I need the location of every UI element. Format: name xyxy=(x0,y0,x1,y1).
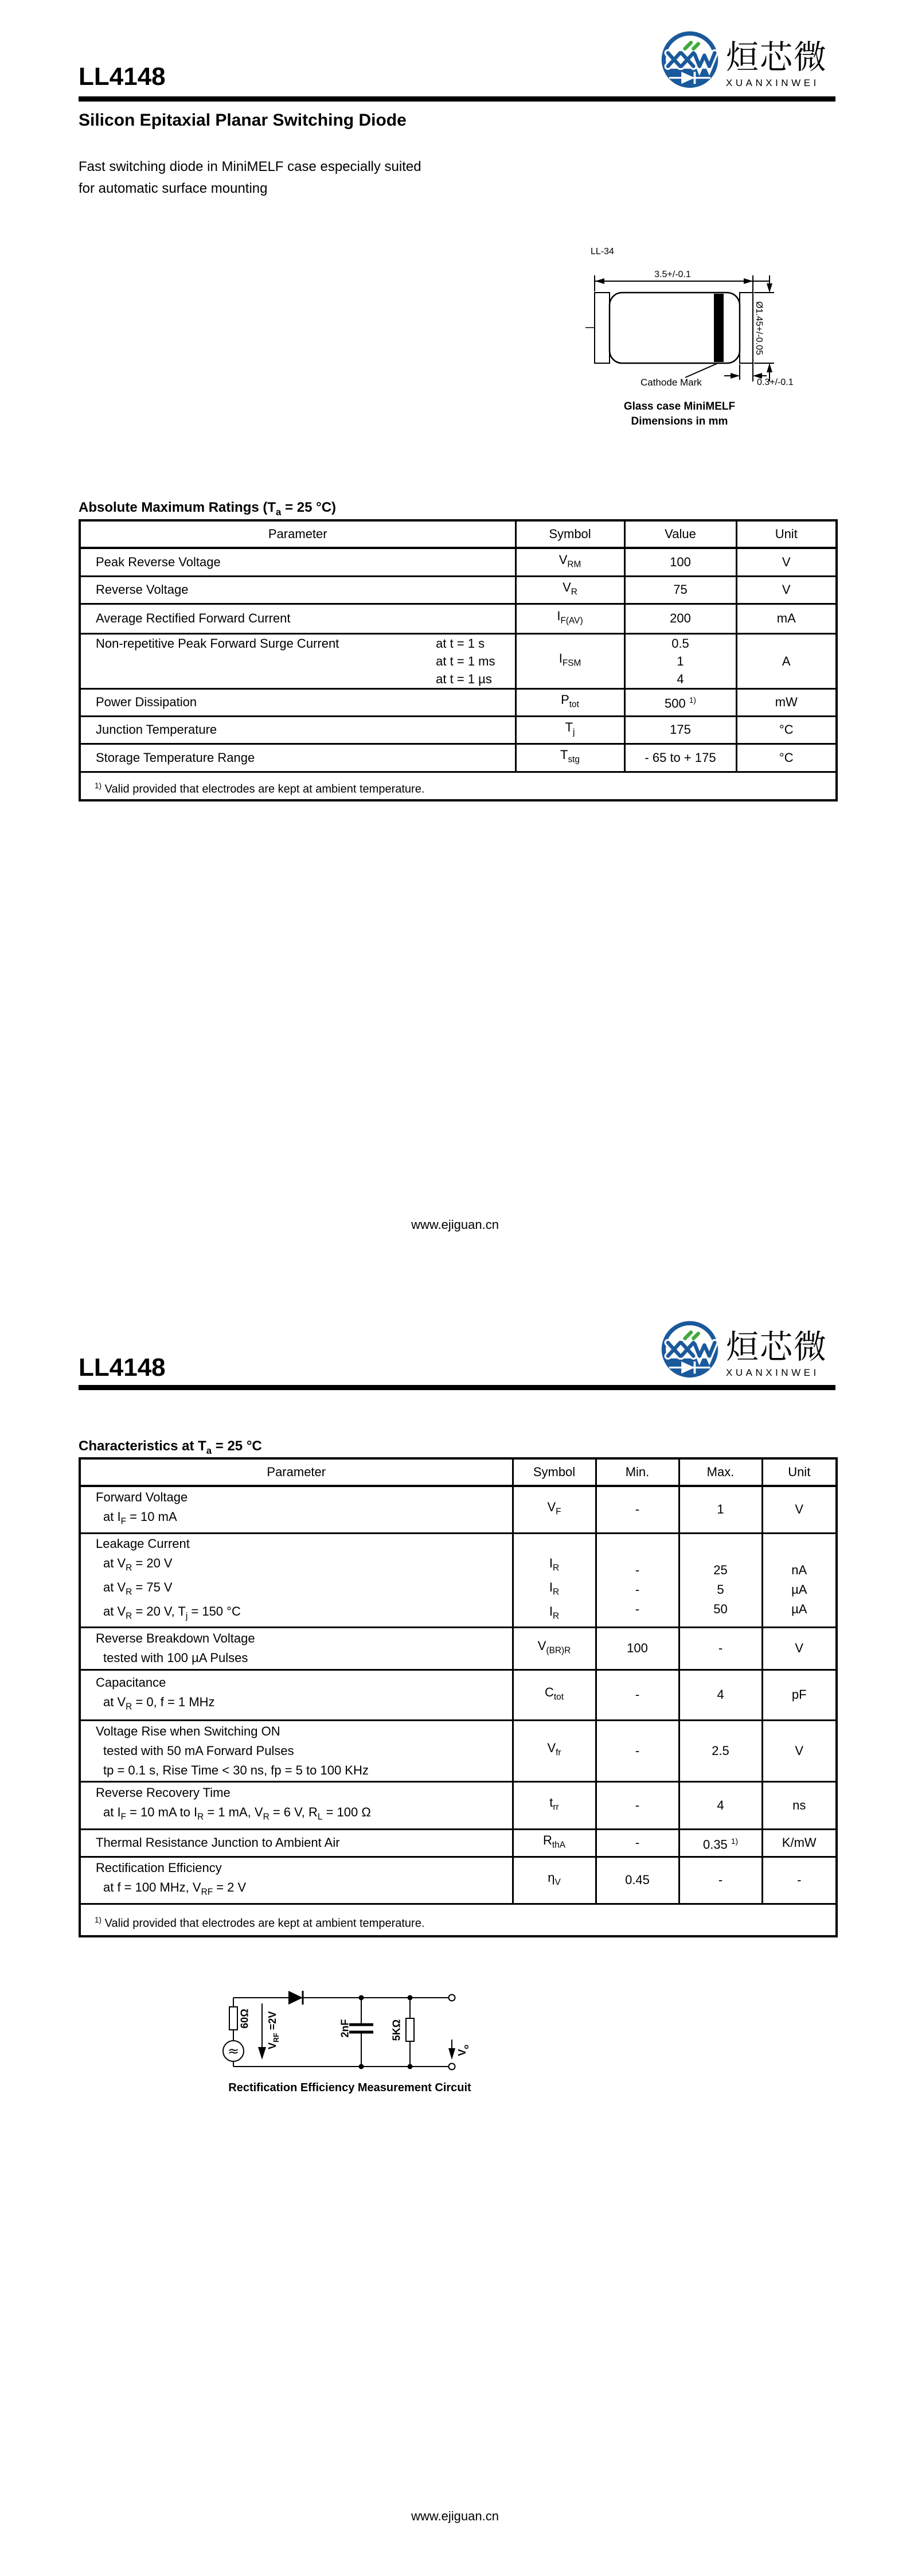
load-resistor xyxy=(406,2018,414,2041)
column-header: Parameter xyxy=(80,520,515,548)
unit-cell: V xyxy=(762,1486,837,1533)
unit-cell: V xyxy=(762,1720,837,1781)
circuit-caption: Rectification Efficiency Measurement Circuit xyxy=(228,2081,471,2094)
table-row xyxy=(80,1486,837,1533)
package-drawing xyxy=(576,247,806,436)
brand-logo xyxy=(659,1320,827,1382)
table-row xyxy=(80,576,837,604)
symbol-cell: $I_{F(AV)}$ xyxy=(515,604,624,633)
table-row xyxy=(80,548,837,576)
cap-dimension: 0.3+/-0.1 xyxy=(757,378,794,387)
symbol-cell: $V_F$ xyxy=(513,1486,596,1533)
column-header: Max. xyxy=(679,1458,762,1486)
symbol-cell: $I_{FSM}$ xyxy=(515,633,624,688)
brand-name-en: XUANXINWEI xyxy=(726,77,819,88)
symbol-cell: $P_{tot}$ xyxy=(515,688,624,716)
table-footnote-row xyxy=(80,772,837,800)
symbol-cell: $T_{stg}$ xyxy=(515,744,624,772)
symbol-cell: $V_R$ xyxy=(515,576,624,604)
parameter-cell: Reverse Recovery Time at $I_F = 10$ mA to $I_R = 1$ mA, $V_R = 6$ V, $R_L = 100$ Ω xyxy=(80,1781,513,1829)
footer-url: www.ejiguan.cn xyxy=(411,1217,499,1232)
symbol-cell: $\eta_V$ xyxy=(513,1857,596,1904)
value-cell: - 65 to + 175 xyxy=(624,744,736,772)
column-header: Parameter xyxy=(80,1458,513,1486)
source-resistor xyxy=(229,2007,237,2030)
max-cell: 2.5 xyxy=(679,1720,762,1781)
min-cell: - xyxy=(596,1829,679,1857)
cathode-leader-line xyxy=(685,363,718,378)
value-cell: 500 $^{1)}$ xyxy=(624,688,736,716)
brand-name-cn: 烜芯微 xyxy=(726,1329,827,1365)
parameter-cell: Leakage Current at $V_R = 20$ V at $V_R = 75$ V at $V_R = 20$ V, $T_j = 150$ °C xyxy=(80,1533,513,1627)
max-cell: - xyxy=(679,1857,762,1904)
ac-source-symbol: ≈ xyxy=(227,2043,240,2059)
filter-capacitor xyxy=(349,2025,373,2032)
footnote: $^{1)}$ Valid provided that electrodes are kept at ambient temperature. xyxy=(80,1904,837,1936)
min-cell: 100 xyxy=(596,1627,679,1670)
package-caption-line2: Dimensions in mm xyxy=(631,415,728,427)
unit-cell: V xyxy=(762,1627,837,1670)
parameter-cell: Reverse Breakdown Voltage tested with 100 µA Pulses xyxy=(80,1627,513,1670)
characteristics-table xyxy=(79,1457,838,1937)
table-row xyxy=(80,1533,837,1627)
logo-wordmark xyxy=(726,30,827,90)
parameter-cell: Peak Reverse Voltage xyxy=(80,548,515,576)
table-row xyxy=(80,633,837,688)
vo-arrow-head xyxy=(448,2048,455,2060)
description-line: for automatic surface mounting xyxy=(79,181,268,196)
package-caption-line1: Glass case MiniMELF xyxy=(623,400,736,413)
logo-icon xyxy=(659,30,720,92)
source-resistor-label: 60Ω xyxy=(239,2009,251,2029)
diode-under-test xyxy=(288,1991,303,2005)
left-terminal-cap xyxy=(595,293,610,363)
header-rule xyxy=(79,96,835,102)
min-cell: - xyxy=(596,1486,679,1533)
column-header: Value xyxy=(624,520,736,548)
header-rule xyxy=(79,1385,835,1390)
output-terminal-top xyxy=(449,1995,455,2001)
unit-cell: °C xyxy=(736,716,837,744)
parameter-cell: Voltage Rise when Switching ON tested with 50 mA Forward Pulses tp = 0.1 s, Rise Time < 30 ns, fp = 5 to 100 KHz xyxy=(80,1720,513,1781)
unit-cell: K/mW xyxy=(762,1829,837,1857)
min-cell: - - - xyxy=(596,1533,679,1627)
column-header: Min. xyxy=(596,1458,679,1486)
value-cell: 75 xyxy=(624,576,736,604)
max-cell: - xyxy=(679,1627,762,1670)
column-header: Symbol xyxy=(513,1458,596,1486)
brand-name-en: XUANXINWEI xyxy=(726,1367,819,1378)
description xyxy=(79,156,421,200)
unit-cell: °C xyxy=(736,744,837,772)
column-header: Symbol xyxy=(515,520,624,548)
footer-url: www.ejiguan.cn xyxy=(411,2509,499,2523)
value-cell: 200 xyxy=(624,604,736,633)
column-header: Unit xyxy=(762,1458,837,1486)
symbol-cell: $I_R$ $I_R$ $I_R$ xyxy=(513,1533,596,1627)
capacitor-label: 2nF xyxy=(339,2019,351,2038)
max-cell: 1 xyxy=(679,1486,762,1533)
symbol-cell: $R_{thA}$ xyxy=(513,1829,596,1857)
table-row xyxy=(80,1627,837,1670)
part-number: LL4148 xyxy=(79,1353,166,1382)
value-cell: 100 xyxy=(624,548,736,576)
unit-cell: - xyxy=(762,1857,837,1904)
logo-green-accent xyxy=(685,1332,698,1338)
cathode-band xyxy=(714,294,724,362)
page-2 xyxy=(0,1288,910,2576)
output-terminal-bottom xyxy=(449,2064,455,2070)
logo-wordmark xyxy=(726,1320,827,1379)
unit-cell: mA xyxy=(736,604,837,633)
right-terminal-cap xyxy=(740,293,753,363)
parameter-cell: Non-repetitive Peak Forward Surge Current at t = 1 s at t = 1 ms at t = 1 µs xyxy=(80,633,515,688)
value-cell: 175 xyxy=(624,716,736,744)
unit-cell: ns xyxy=(762,1781,837,1829)
max-cell: 0.35 $^{1)}$ xyxy=(679,1829,762,1857)
measurement-circuit xyxy=(218,1979,482,2111)
max-cell: 4 xyxy=(679,1670,762,1720)
diameter-dimension: Ø1.45+/-0.05 xyxy=(754,301,764,355)
column-header: Unit xyxy=(736,520,837,548)
table-row xyxy=(80,744,837,772)
symbol-cell: $C_{tot}$ xyxy=(513,1670,596,1720)
parameter-cell: Reverse Voltage xyxy=(80,576,515,604)
package-name: LL-34 xyxy=(591,247,614,256)
vrf-arrow-head xyxy=(258,2047,266,2060)
unit-cell: nA µA µA xyxy=(762,1533,837,1627)
symbol-cell: $V_{fr}$ xyxy=(513,1720,596,1781)
min-cell: - xyxy=(596,1781,679,1829)
value-cell: 0.5 1 4 xyxy=(624,633,736,688)
table-header-row xyxy=(80,520,837,548)
unit-cell: A xyxy=(736,633,837,688)
table-row xyxy=(80,716,837,744)
table-row xyxy=(80,688,837,716)
logo-icon xyxy=(659,1320,720,1382)
table-row xyxy=(80,1829,837,1857)
table-row xyxy=(80,1857,837,1904)
min-cell: - xyxy=(596,1720,679,1781)
footnote: $^{1)}$ Valid provided that electrodes are kept at ambient temperature. xyxy=(80,772,837,800)
load-resistor-label: 5KΩ xyxy=(390,2019,403,2041)
min-cell: - xyxy=(596,1670,679,1720)
abs-max-heading: Absolute Maximum Ratings ($T_a = 25$ °C) xyxy=(79,500,337,517)
symbol-cell: $t_{rr}$ xyxy=(513,1781,596,1829)
output-voltage-label: $V_o$ xyxy=(456,2044,470,2056)
table-header-row xyxy=(80,1458,837,1486)
part-number: LL4148 xyxy=(79,63,166,91)
unit-cell: mW xyxy=(736,688,837,716)
length-dimension: 3.5+/-0.1 xyxy=(654,270,691,279)
brand-name-cn: 烜芯微 xyxy=(726,39,827,76)
parameter-cell: Thermal Resistance Junction to Ambient Air xyxy=(80,1829,513,1857)
unit-cell: V xyxy=(736,576,837,604)
parameter-cell: Rectification Efficiency at f = 100 MHz, $V_{RF} = 2$ V xyxy=(80,1857,513,1904)
document-subtitle: Silicon Epitaxial Planar Switching Diode xyxy=(79,111,407,130)
table-footnote-row xyxy=(80,1904,837,1936)
unit-cell: V xyxy=(736,548,837,576)
absolute-maximum-ratings-table xyxy=(79,519,838,801)
table-row xyxy=(80,1781,837,1829)
parameter-cell: Capacitance at $V_R = 0$, f = 1 MHz xyxy=(80,1670,513,1720)
symbol-cell: $V_{(BR)R}$ xyxy=(513,1627,596,1670)
parameter-cell: Power Dissipation xyxy=(80,688,515,716)
max-cell: 4 xyxy=(679,1781,762,1829)
parameter-cell: Forward Voltage at $I_F = 10$ mA xyxy=(80,1486,513,1533)
symbol-cell: $V_{RM}$ xyxy=(515,548,624,576)
cathode-mark-label: Cathode Mark xyxy=(640,377,702,388)
description-line: Fast switching diode in MiniMELF case especially suited xyxy=(79,159,421,174)
parameter-cell: Average Rectified Forward Current xyxy=(80,604,515,633)
brand-logo xyxy=(659,30,827,92)
table-row xyxy=(80,604,837,633)
symbol-cell: $T_j$ xyxy=(515,716,624,744)
logo-green-accent xyxy=(685,42,698,49)
min-cell: 0.45 xyxy=(596,1857,679,1904)
parameter-cell: Junction Temperature xyxy=(80,716,515,744)
characteristics-heading: Characteristics at $T_a = 25$ °C xyxy=(79,1438,262,1456)
unit-cell: pF xyxy=(762,1670,837,1720)
max-cell: 25 5 50 xyxy=(679,1533,762,1627)
table-row xyxy=(80,1670,837,1720)
table-row xyxy=(80,1720,837,1781)
parameter-cell: Storage Temperature Range xyxy=(80,744,515,772)
input-voltage-label: $V_{RF} =2V$ xyxy=(267,2011,280,2049)
